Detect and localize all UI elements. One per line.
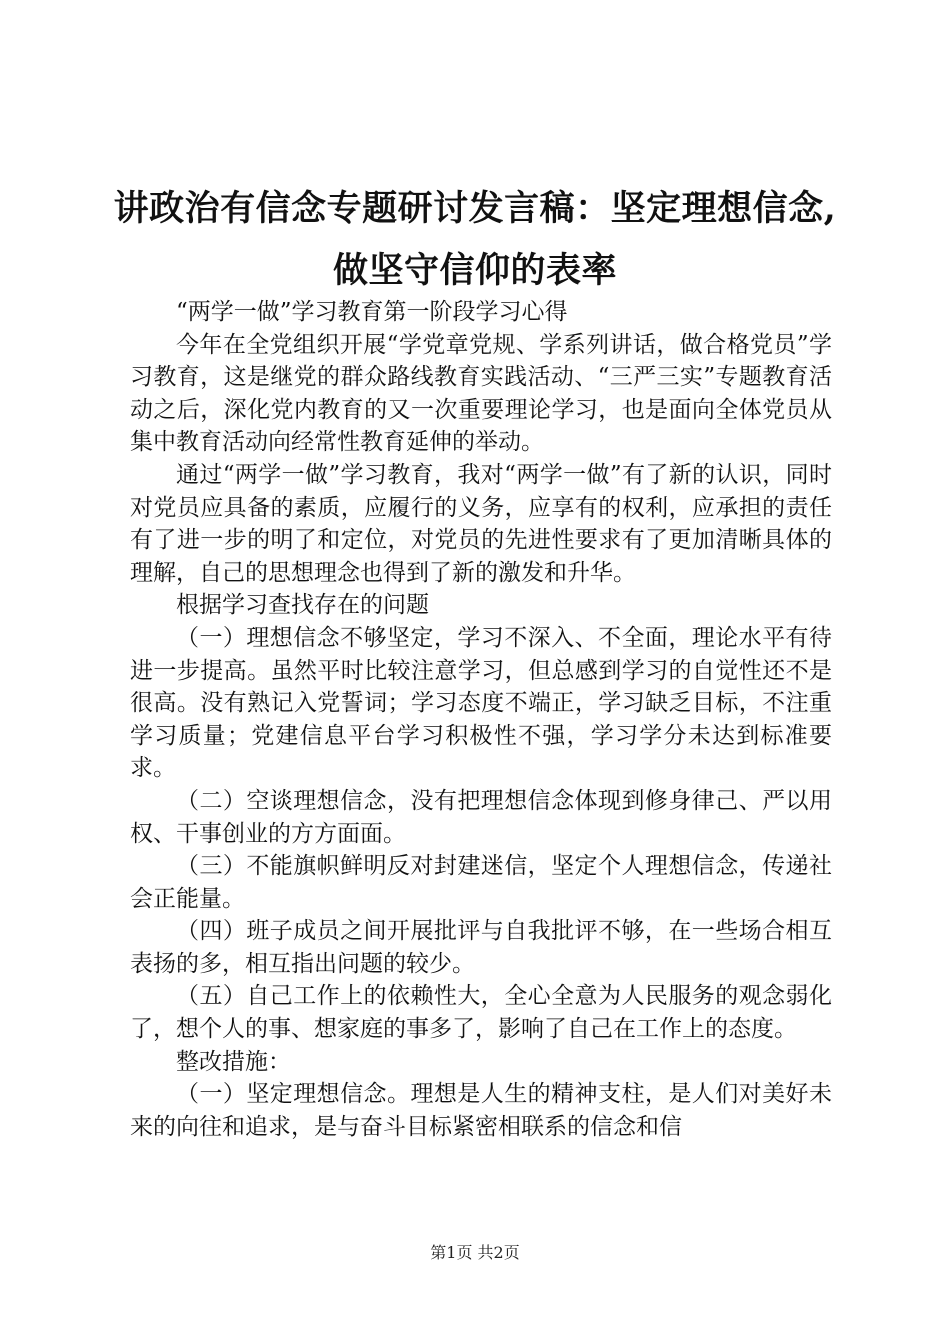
- document-title: [100, 178, 850, 302]
- problem-item-4: （四）班子成员之间开展批评与自我批评不够，在一些场合相互表扬的多，相互指出问题的较少。: [130, 918, 832, 977]
- problem-item-1: （一）理想信念不够坚定，学习不深入、不全面，理论水平有待进一步提高。虽然平时比较注意学习，但总感到学习的自觉性还不是很高。没有熟记入党誓词；学习态度不端正，学习缺乏目标，不注重学习质量；党建信息平台学习积极性不强，学习学分未达到标准要求。: [130, 624, 832, 782]
- document-body: [130, 296, 832, 1143]
- paragraph: 今年在全党组织开展“学党章党规、学系列讲话，做合格党员”学习教育，这是继党的群众路线教育实践活动、“三严三实”专题教育活动之后，深化党内教育的又一次重要理论学习，也是面向全体党员从集中教育活动向经常性教育延伸的举动。: [130, 331, 832, 456]
- section-heading-measures: 整改措施：: [176, 1048, 291, 1075]
- page-footer: 第1页 共2页: [430, 1243, 520, 1262]
- title-line-2: 做坚守信仰的表率: [332, 250, 617, 291]
- problem-item-5: （五）自己工作上的依赖性大，全心全意为人民服务的观念弱化了，想个人的事、想家庭的事多了，影响了自己在工作上的态度。: [130, 983, 832, 1043]
- subtitle-paragraph: “两学一做”学习教育第一阶段学习心得: [176, 299, 568, 325]
- problem-item-3: （三）不能旗帜鲜明反对封建迷信，坚定个人理想信念，传递社会正能量。: [130, 853, 832, 912]
- problem-item-2: （二）空谈理想信念，没有把理想信念体现到修身律己、严以用权、干事创业的方方面面。: [130, 787, 832, 847]
- section-heading-problems: 根据学习查找存在的问题: [176, 592, 429, 619]
- title-line-1: 讲政治有信念专题研讨发言稿：坚定理想信念,: [113, 188, 837, 229]
- measure-item-1: （一）坚定理想信念。理想是人生的精神支柱，是人们对美好未来的向往和追求，是与奋斗目标紧密相联系的信念和信: [130, 1081, 832, 1140]
- paragraph: 通过“两学一做”学习教育，我对“两学一做”有了新的认识，同时对党员应具备的素质，应履行的义务，应享有的权利，应承担的责任有了进一步的明了和定位，对党员的先进性要求有了更加清晰具体的理解，自己的思想理念也得到了新的激发和升华。: [130, 461, 832, 586]
